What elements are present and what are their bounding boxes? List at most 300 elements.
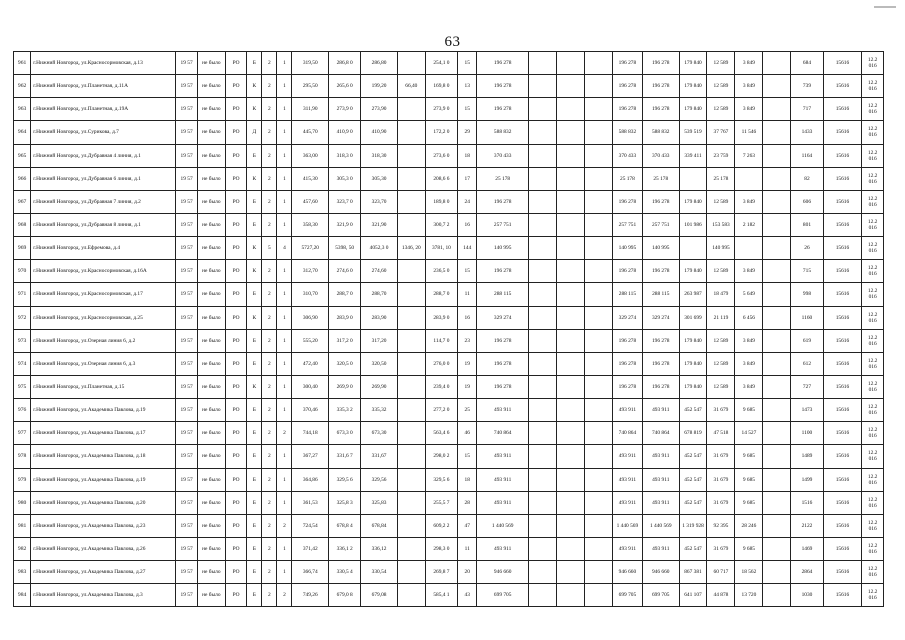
source-fund-cell: 678 819 [679, 422, 707, 445]
address-cell: г.Нижний Новгород, ул.Красносормовская, д.17 [31, 283, 176, 306]
residential-area-cell: 269,90 [361, 375, 398, 398]
entrances-cell: 2 [277, 422, 292, 445]
nonresidential-area-cell [397, 144, 425, 167]
source-fund-cell [679, 237, 707, 260]
source-region-cell: 12 589 [707, 98, 735, 121]
empty-cell [763, 213, 791, 236]
source-region-cell: 31 679 [707, 399, 735, 422]
total-area-cell: 749,26 [292, 584, 329, 607]
living-area-cell: 329,5 6 [329, 468, 361, 491]
empty-cell [763, 98, 791, 121]
specific-cost-cell: 1160 [791, 306, 823, 329]
living-area-cell: 331,6 7 [329, 445, 361, 468]
limit-cost-cell: 15616 [823, 445, 862, 468]
source-region-cell: 18 479 [707, 283, 735, 306]
empty-cell [556, 75, 584, 98]
floors-cell: 2 [262, 283, 277, 306]
source-fund-cell: 452 547 [679, 537, 707, 560]
residential-area-cell: 288,70 [361, 283, 398, 306]
limit-cost-cell: 15616 [823, 399, 862, 422]
residential-area-cell: 673,30 [361, 422, 398, 445]
fund-type-cell: РО [225, 144, 247, 167]
common-area-cell: 254,1 0 [425, 52, 457, 75]
source-municipal-cell: 7 263 [735, 144, 763, 167]
deadline-cell: 12.2 016 [862, 283, 884, 306]
cost-cell: 196 278 [477, 329, 529, 352]
specific-cost-cell: 606 [791, 190, 823, 213]
build-year-cell: 19 57 [176, 468, 198, 491]
total-cost-cell: 25 178 [612, 167, 642, 190]
limit-cost-cell: 15616 [823, 491, 862, 514]
empty-cell [763, 329, 791, 352]
table-row [14, 329, 884, 352]
common-area-cell: 298,0 2 [425, 445, 457, 468]
table-row [14, 584, 884, 607]
wall-material-cell: Б [247, 52, 262, 75]
empty-cell [584, 514, 612, 537]
entrances-cell: 1 [277, 52, 292, 75]
wall-material-cell: К [247, 306, 262, 329]
deadline-cell: 12.2 016 [862, 190, 884, 213]
repair-mark-cell: не было [197, 213, 225, 236]
source-fund-cell: 101 986 [679, 213, 707, 236]
total-cost-cell: 370 433 [612, 144, 642, 167]
residents-cell: 11 [458, 537, 477, 560]
source-region-cell: 12 589 [707, 375, 735, 398]
residential-area-cell: 336,12 [361, 537, 398, 560]
fund-type-cell: РО [225, 98, 247, 121]
nonresidential-area-cell: 1346, 20 [397, 237, 425, 260]
address-cell: г.Нижний Новгород, ул.Ефремова, д.4 [31, 237, 176, 260]
row-number: 973 [14, 329, 31, 352]
living-area-cell: 335,3 2 [329, 399, 361, 422]
total-cost-cell: 493 911 [612, 537, 642, 560]
living-area-cell: 330,5 4 [329, 561, 361, 584]
total-cost-cell: 196 278 [612, 190, 642, 213]
repair-cost-cell: 699 705 [642, 584, 679, 607]
entrances-cell: 1 [277, 121, 292, 144]
source-municipal-cell [735, 237, 763, 260]
limit-cost-cell: 15616 [823, 375, 862, 398]
common-area-cell: 114,7 0 [425, 329, 457, 352]
empty-cell [556, 329, 584, 352]
specific-cost-cell: 998 [791, 283, 823, 306]
total-cost-cell: 493 911 [612, 399, 642, 422]
floors-cell: 2 [262, 75, 277, 98]
residents-cell: 25 [458, 399, 477, 422]
empty-cell [763, 422, 791, 445]
empty-cell [556, 399, 584, 422]
build-year-cell: 19 57 [176, 121, 198, 144]
entrances-cell: 1 [277, 561, 292, 584]
table-row [14, 468, 884, 491]
address-cell: г.Нижний Новгород, ул.Академика Павлова, д.20 [31, 491, 176, 514]
total-area-cell: 363,00 [292, 144, 329, 167]
total-cost-cell: 493 911 [612, 468, 642, 491]
specific-cost-cell: 1433 [791, 121, 823, 144]
limit-cost-cell: 15616 [823, 260, 862, 283]
build-year-cell: 19 57 [176, 237, 198, 260]
total-cost-cell: 699 705 [612, 584, 642, 607]
repair-mark-cell: не было [197, 561, 225, 584]
total-area-cell: 310,70 [292, 283, 329, 306]
source-fund-cell: 867 381 [679, 561, 707, 584]
specific-cost-cell: 619 [791, 329, 823, 352]
deadline-cell: 12.2 016 [862, 213, 884, 236]
limit-cost-cell: 15616 [823, 144, 862, 167]
empty-cell [763, 514, 791, 537]
living-area-cell: 305,3 0 [329, 167, 361, 190]
source-municipal-cell: 3 849 [735, 329, 763, 352]
source-municipal-cell: 3 849 [735, 98, 763, 121]
fund-type-cell: РО [225, 445, 247, 468]
wall-material-cell: К [247, 75, 262, 98]
entrances-cell: 1 [277, 283, 292, 306]
row-number: 974 [14, 352, 31, 375]
residential-area-cell: 678,84 [361, 514, 398, 537]
residents-cell: 23 [458, 329, 477, 352]
source-fund-cell: 452 547 [679, 468, 707, 491]
empty-cell [584, 537, 612, 560]
limit-cost-cell: 15616 [823, 283, 862, 306]
specific-cost-cell: 1489 [791, 445, 823, 468]
table-row [14, 237, 884, 260]
empty-cell [529, 352, 557, 375]
empty-cell [556, 584, 584, 607]
fund-type-cell: РО [225, 52, 247, 75]
table-row [14, 306, 884, 329]
source-region-cell: 31 679 [707, 491, 735, 514]
build-year-cell: 19 57 [176, 306, 198, 329]
wall-material-cell: Б [247, 422, 262, 445]
total-cost-cell: 257 751 [612, 213, 642, 236]
residential-area-cell: 318,30 [361, 144, 398, 167]
total-cost-cell: 196 278 [612, 75, 642, 98]
empty-cell [529, 52, 557, 75]
wall-material-cell: К [247, 237, 262, 260]
residents-cell: 15 [458, 260, 477, 283]
limit-cost-cell: 15616 [823, 537, 862, 560]
source-municipal-cell: 11 546 [735, 121, 763, 144]
table-row [14, 144, 884, 167]
build-year-cell: 19 57 [176, 584, 198, 607]
deadline-cell: 12.2 016 [862, 491, 884, 514]
nonresidential-area-cell [397, 468, 425, 491]
empty-cell [763, 237, 791, 260]
source-municipal-cell: 3 849 [735, 190, 763, 213]
source-fund-cell: 179 840 [679, 260, 707, 283]
nonresidential-area-cell [397, 352, 425, 375]
table-row [14, 167, 884, 190]
nonresidential-area-cell [397, 422, 425, 445]
housing-register-table [13, 51, 884, 607]
deadline-cell: 12.2 016 [862, 445, 884, 468]
entrances-cell: 1 [277, 537, 292, 560]
living-area-cell: 679,0 8 [329, 584, 361, 607]
build-year-cell: 19 57 [176, 190, 198, 213]
source-fund-cell: 301 699 [679, 306, 707, 329]
limit-cost-cell: 15616 [823, 422, 862, 445]
residential-area-cell: 283,90 [361, 306, 398, 329]
entrances-cell: 1 [277, 468, 292, 491]
cost-cell: 493 911 [477, 399, 529, 422]
entrances-cell: 1 [277, 190, 292, 213]
total-area-cell: 319,50 [292, 52, 329, 75]
empty-cell [556, 52, 584, 75]
common-area-cell: 3781, 10 [425, 237, 457, 260]
repair-mark-cell: не было [197, 491, 225, 514]
table-row [14, 491, 884, 514]
living-area-cell: 325,8 3 [329, 491, 361, 514]
fund-type-cell: РО [225, 491, 247, 514]
deadline-cell: 12.2 016 [862, 144, 884, 167]
repair-mark-cell: не было [197, 445, 225, 468]
fund-type-cell: РО [225, 167, 247, 190]
cost-cell: 1 440 569 [477, 514, 529, 537]
source-region-cell: 12 589 [707, 352, 735, 375]
common-area-cell: 269,8 7 [425, 561, 457, 584]
table-row [14, 260, 884, 283]
wall-material-cell: Б [247, 514, 262, 537]
total-cost-cell: 196 278 [612, 98, 642, 121]
specific-cost-cell: 801 [791, 213, 823, 236]
fund-type-cell: РО [225, 468, 247, 491]
floors-cell: 2 [262, 584, 277, 607]
common-area-cell: 609,2 2 [425, 514, 457, 537]
empty-cell [584, 52, 612, 75]
empty-cell [529, 329, 557, 352]
empty-cell [584, 445, 612, 468]
residents-cell: 29 [458, 121, 477, 144]
residential-area-cell: 331,67 [361, 445, 398, 468]
limit-cost-cell: 15616 [823, 306, 862, 329]
repair-mark-cell: не было [197, 375, 225, 398]
nonresidential-area-cell [397, 491, 425, 514]
repair-cost-cell: 196 278 [642, 260, 679, 283]
fund-type-cell: РО [225, 260, 247, 283]
empty-cell [529, 514, 557, 537]
empty-cell [584, 213, 612, 236]
empty-cell [556, 167, 584, 190]
source-fund-cell: 179 840 [679, 98, 707, 121]
entrances-cell: 1 [277, 213, 292, 236]
fund-type-cell: РО [225, 329, 247, 352]
source-municipal-cell: 6 456 [735, 306, 763, 329]
row-number: 975 [14, 375, 31, 398]
total-cost-cell: 196 278 [612, 260, 642, 283]
floors-cell: 2 [262, 260, 277, 283]
build-year-cell: 19 57 [176, 561, 198, 584]
build-year-cell: 19 57 [176, 260, 198, 283]
address-cell: г.Нижний Новгород, ул.Планетная, д.11А [31, 75, 176, 98]
total-area-cell: 445,70 [292, 121, 329, 144]
table-row [14, 375, 884, 398]
address-cell: г.Нижний Новгород, ул.Академика Павлова, д.26 [31, 537, 176, 560]
empty-cell [763, 75, 791, 98]
total-cost-cell: 493 911 [612, 445, 642, 468]
floors-cell: 2 [262, 561, 277, 584]
living-area-cell: 673,3 0 [329, 422, 361, 445]
repair-cost-cell: 493 911 [642, 468, 679, 491]
repair-mark-cell: не было [197, 283, 225, 306]
repair-mark-cell: не было [197, 422, 225, 445]
source-region-cell: 12 589 [707, 260, 735, 283]
repair-cost-cell: 196 278 [642, 75, 679, 98]
source-fund-cell: 452 547 [679, 445, 707, 468]
living-area-cell: 283,9 0 [329, 306, 361, 329]
empty-cell [556, 283, 584, 306]
limit-cost-cell: 15616 [823, 121, 862, 144]
floors-cell: 2 [262, 445, 277, 468]
living-area-cell: 323,7 0 [329, 190, 361, 213]
residents-cell: 43 [458, 584, 477, 607]
empty-cell [556, 190, 584, 213]
cost-cell: 493 911 [477, 537, 529, 560]
limit-cost-cell: 15616 [823, 52, 862, 75]
entrances-cell: 1 [277, 375, 292, 398]
empty-cell [763, 468, 791, 491]
build-year-cell: 19 57 [176, 445, 198, 468]
common-area-cell: 288,7 0 [425, 283, 457, 306]
common-area-cell: 239,4 0 [425, 375, 457, 398]
limit-cost-cell: 15616 [823, 468, 862, 491]
repair-mark-cell: не было [197, 352, 225, 375]
empty-cell [584, 283, 612, 306]
source-fund-cell: 263 987 [679, 283, 707, 306]
floors-cell: 2 [262, 491, 277, 514]
empty-cell [763, 561, 791, 584]
wall-material-cell: Б [247, 329, 262, 352]
row-number: 964 [14, 121, 31, 144]
deadline-cell: 12.2 016 [862, 329, 884, 352]
wall-material-cell: Б [247, 283, 262, 306]
repair-cost-cell: 196 278 [642, 98, 679, 121]
residents-cell: 24 [458, 190, 477, 213]
total-cost-cell: 740 864 [612, 422, 642, 445]
living-area-cell: 269,9 0 [329, 375, 361, 398]
cost-cell: 493 911 [477, 491, 529, 514]
address-cell: г.Нижний Новгород, ул.Дубравная 8 линия, д.1 [31, 213, 176, 236]
common-area-cell: 298,3 0 [425, 537, 457, 560]
source-fund-cell [679, 167, 707, 190]
source-municipal-cell: 3 849 [735, 352, 763, 375]
residents-cell: 19 [458, 375, 477, 398]
residents-cell: 20 [458, 561, 477, 584]
source-fund-cell: 179 840 [679, 190, 707, 213]
empty-cell [584, 422, 612, 445]
total-area-cell: 367,27 [292, 445, 329, 468]
residents-cell: 28 [458, 491, 477, 514]
cost-cell: 196 278 [477, 75, 529, 98]
cost-cell: 699 705 [477, 584, 529, 607]
entrances-cell: 1 [277, 306, 292, 329]
cost-cell: 288 115 [477, 283, 529, 306]
total-area-cell: 724,54 [292, 514, 329, 537]
empty-cell [584, 491, 612, 514]
wall-material-cell: К [247, 167, 262, 190]
common-area-cell: 283,9 0 [425, 306, 457, 329]
deadline-cell: 12.2 016 [862, 537, 884, 560]
wall-material-cell: Б [247, 352, 262, 375]
residential-area-cell: 321,90 [361, 213, 398, 236]
floors-cell: 2 [262, 422, 277, 445]
repair-cost-cell: 288 115 [642, 283, 679, 306]
cost-cell: 370 433 [477, 144, 529, 167]
empty-cell [529, 75, 557, 98]
total-area-cell: 311,90 [292, 98, 329, 121]
repair-cost-cell: 329 274 [642, 306, 679, 329]
floors-cell: 2 [262, 537, 277, 560]
common-area-cell: 300,7 2 [425, 213, 457, 236]
repair-cost-cell: 740 864 [642, 422, 679, 445]
wall-material-cell: К [247, 375, 262, 398]
deadline-cell: 12.2 016 [862, 584, 884, 607]
limit-cost-cell: 15616 [823, 75, 862, 98]
entrances-cell: 1 [277, 167, 292, 190]
empty-cell [529, 167, 557, 190]
repair-mark-cell: не было [197, 237, 225, 260]
residential-area-cell: 679,08 [361, 584, 398, 607]
row-number: 961 [14, 52, 31, 75]
residents-cell: 15 [458, 52, 477, 75]
floors-cell: 2 [262, 121, 277, 144]
entrances-cell: 1 [277, 352, 292, 375]
source-municipal-cell: 3 849 [735, 260, 763, 283]
row-number: 963 [14, 98, 31, 121]
table-row [14, 561, 884, 584]
deadline-cell: 12.2 016 [862, 75, 884, 98]
address-cell: г.Нижний Новгород, ул.Дубравная 7 линия, д.2 [31, 190, 176, 213]
fund-type-cell: РО [225, 584, 247, 607]
total-cost-cell: 140 995 [612, 237, 642, 260]
limit-cost-cell: 15616 [823, 190, 862, 213]
fund-type-cell: РО [225, 306, 247, 329]
build-year-cell: 19 57 [176, 213, 198, 236]
limit-cost-cell: 15616 [823, 237, 862, 260]
table-row [14, 98, 884, 121]
empty-cell [529, 98, 557, 121]
wall-material-cell: Д [247, 121, 262, 144]
deadline-cell: 12.2 016 [862, 306, 884, 329]
source-region-cell: 31 679 [707, 537, 735, 560]
build-year-cell: 19 57 [176, 167, 198, 190]
total-area-cell: 306,90 [292, 306, 329, 329]
residential-area-cell: 329,56 [361, 468, 398, 491]
specific-cost-cell: 1473 [791, 399, 823, 422]
address-cell: г.Нижний Новгород, ул.Дубравная 6 линия, д.1 [31, 167, 176, 190]
build-year-cell: 19 57 [176, 422, 198, 445]
wall-material-cell: Б [247, 445, 262, 468]
specific-cost-cell: 1100 [791, 422, 823, 445]
nonresidential-area-cell [397, 514, 425, 537]
source-region-cell: 12 589 [707, 329, 735, 352]
deadline-cell: 12.2 016 [862, 514, 884, 537]
common-area-cell: 329,5 6 [425, 468, 457, 491]
living-area-cell: 286,8 0 [329, 52, 361, 75]
source-municipal-cell: 9 685 [735, 445, 763, 468]
source-fund-cell: 179 840 [679, 329, 707, 352]
specific-cost-cell: 2122 [791, 514, 823, 537]
empty-cell [556, 352, 584, 375]
common-area-cell: 169,8 0 [425, 75, 457, 98]
residential-area-cell: 199,20 [361, 75, 398, 98]
residential-area-cell: 4052,3 0 [361, 237, 398, 260]
entrances-cell: 1 [277, 144, 292, 167]
empty-cell [556, 375, 584, 398]
wall-material-cell: Б [247, 561, 262, 584]
repair-mark-cell: не было [197, 190, 225, 213]
residents-cell: 18 [458, 144, 477, 167]
